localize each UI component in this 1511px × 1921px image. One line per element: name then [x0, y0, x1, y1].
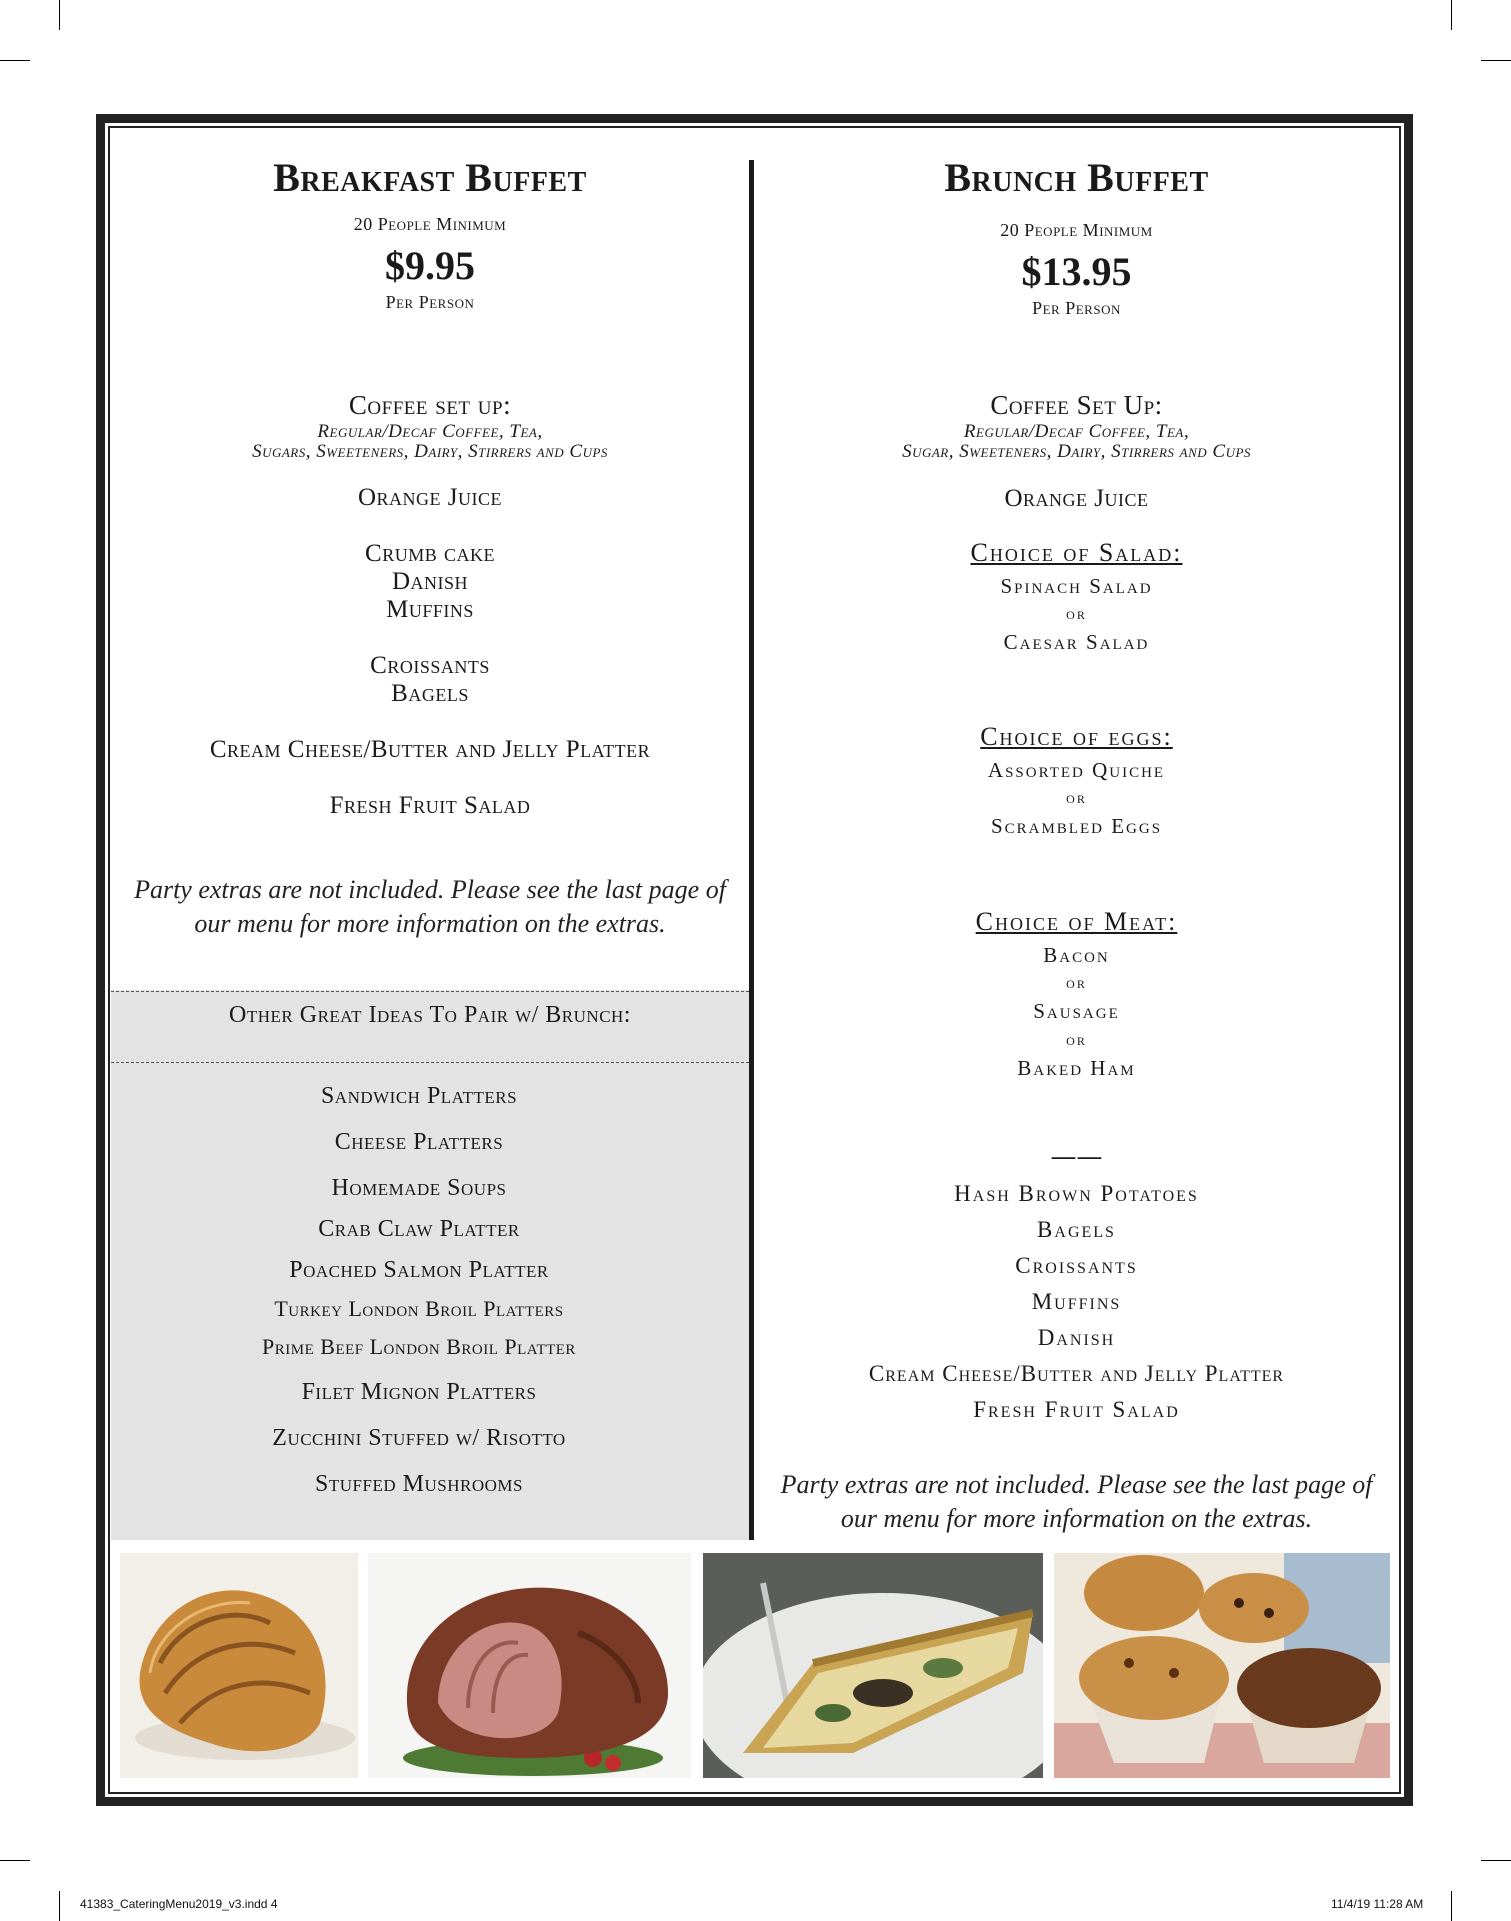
breakfast-item: Muffins [386, 596, 474, 623]
dashed-divider [111, 991, 749, 992]
other-idea-item: Sandwich Platters [320, 1083, 518, 1109]
brunch-meat-option: Sausage [1033, 999, 1120, 1023]
breakfast-note: our menu for more information on the extras. [194, 909, 666, 938]
brunch-coffee-line: Regular/Decaf Coffee, Tea, [963, 421, 1190, 442]
other-idea-item: Poached Salmon Platter [289, 1257, 549, 1283]
brunch-meat-option: Bacon [1043, 943, 1110, 967]
brunch-meat-or: or [1066, 973, 1087, 992]
brunch-per-person: Per Person [1032, 298, 1121, 318]
dashed-divider [111, 1062, 749, 1063]
breakfast-item: Bagels [391, 680, 469, 707]
other-ideas-heading: Other Great Ideas To Pair w/ Brunch: [229, 1002, 631, 1028]
brunch-salad-heading: Choice of Salad: [970, 538, 1183, 567]
brunch-note: our menu for more information on the extras. [840, 1504, 1313, 1533]
footer-timestamp: 11/4/19 11:28 AM [1331, 1897, 1424, 1911]
brunch-side: Croissants [1015, 1253, 1138, 1278]
brunch-eggs-heading: Choice of eggs: [980, 722, 1173, 751]
crop-mark [0, 1860, 30, 1861]
breakfast-item: Cream Cheese/Butter and Jelly Platter [209, 736, 651, 763]
other-idea-item: Zucchini Stuffed w/ Risotto [272, 1425, 566, 1451]
breakfast-item: Danish [391, 568, 469, 595]
crop-mark [1481, 1860, 1511, 1861]
breakfast-item: Crumb cake [365, 540, 495, 567]
brunch-meat-option: Baked Ham [1017, 1056, 1136, 1080]
breakfast-coffee-heading: Coffee set up: [348, 390, 512, 420]
brunch-note: Party extras are not included. Please see the last page of [780, 1470, 1373, 1499]
other-idea-item: Filet Mignon Platters [301, 1379, 537, 1405]
breakfast-note: Party extras are not included. Please see the last page of [134, 875, 726, 904]
breakfast-per-person: Per Person [385, 292, 475, 312]
brunch-side: Hash Brown Potatoes [954, 1181, 1199, 1206]
brunch-separator: —— [1050, 1142, 1103, 1172]
brunch-side: Cream Cheese/Butter and Jelly Platter [868, 1361, 1285, 1386]
brunch-salad-option: Caesar Salad [1003, 630, 1150, 654]
photo-ham [368, 1553, 691, 1778]
other-idea-item: Cheese Platters [334, 1129, 504, 1155]
breakfast-title: Breakfast Buffet [273, 155, 587, 200]
crop-mark [59, 0, 60, 30]
brunch-meat-heading: Choice of Meat: [975, 907, 1178, 936]
brunch-side: Muffins [1031, 1289, 1122, 1314]
breakfast-item: Fresh Fruit Salad [329, 792, 531, 819]
brunch-side: Bagels [1037, 1217, 1116, 1242]
breakfast-item: Croissants [370, 652, 490, 679]
breakfast-price: $9.95 [385, 243, 475, 288]
footer-file-name: 41383_CateringMenu2019_v3.indd 4 [80, 1897, 278, 1911]
brunch-eggs-option: Scrambled Eggs [990, 814, 1163, 838]
other-idea-item: Turkey London Broil Platters [274, 1296, 564, 1321]
breakfast-coffee-line: Sugars, Sweeteners, Dairy, Stirrers and Cups [252, 441, 608, 462]
other-idea-item: Stuffed Mushrooms [315, 1471, 523, 1497]
other-idea-item: Prime Beef London Broil Platter [262, 1334, 576, 1359]
brunch-meat-or: or [1066, 1030, 1087, 1049]
crop-mark [1451, 0, 1452, 30]
brunch-side: Danish [1037, 1325, 1116, 1350]
brunch-title: Brunch Buffet [944, 155, 1209, 200]
brunch-coffee-line: Sugar, Sweeteners, Dairy, Stirrers and Cups [902, 441, 1251, 462]
other-idea-item: Crab Claw Platter [318, 1216, 520, 1242]
brunch-price: $13.95 [1021, 249, 1132, 294]
brunch-coffee-heading: Coffee Set Up: [990, 390, 1163, 420]
photo-quiche [703, 1553, 1043, 1778]
other-idea-item: Homemade Soups [331, 1175, 507, 1201]
brunch-eggs-or: or [1066, 788, 1087, 807]
brunch-salad-option: Spinach Salad [1000, 574, 1153, 598]
crop-mark [59, 1891, 60, 1921]
brunch-minimum: 20 People Minimum [1000, 220, 1153, 240]
brunch-salad-or: or [1066, 604, 1087, 623]
breakfast-minimum: 20 People Minimum [353, 214, 507, 234]
crop-mark [1451, 1891, 1452, 1921]
photo-muffins [1054, 1553, 1390, 1778]
crop-mark [1481, 60, 1511, 61]
breakfast-coffee-line: Regular/Decaf Coffee, Tea, [317, 421, 543, 442]
brunch-side: Fresh Fruit Salad [973, 1397, 1180, 1422]
breakfast-item: Orange Juice [357, 484, 503, 511]
brunch-orange-juice: Orange Juice [1004, 485, 1149, 512]
crop-mark [0, 60, 30, 61]
photo-croissant [120, 1553, 358, 1778]
brunch-eggs-option: Assorted Quiche [987, 758, 1166, 782]
